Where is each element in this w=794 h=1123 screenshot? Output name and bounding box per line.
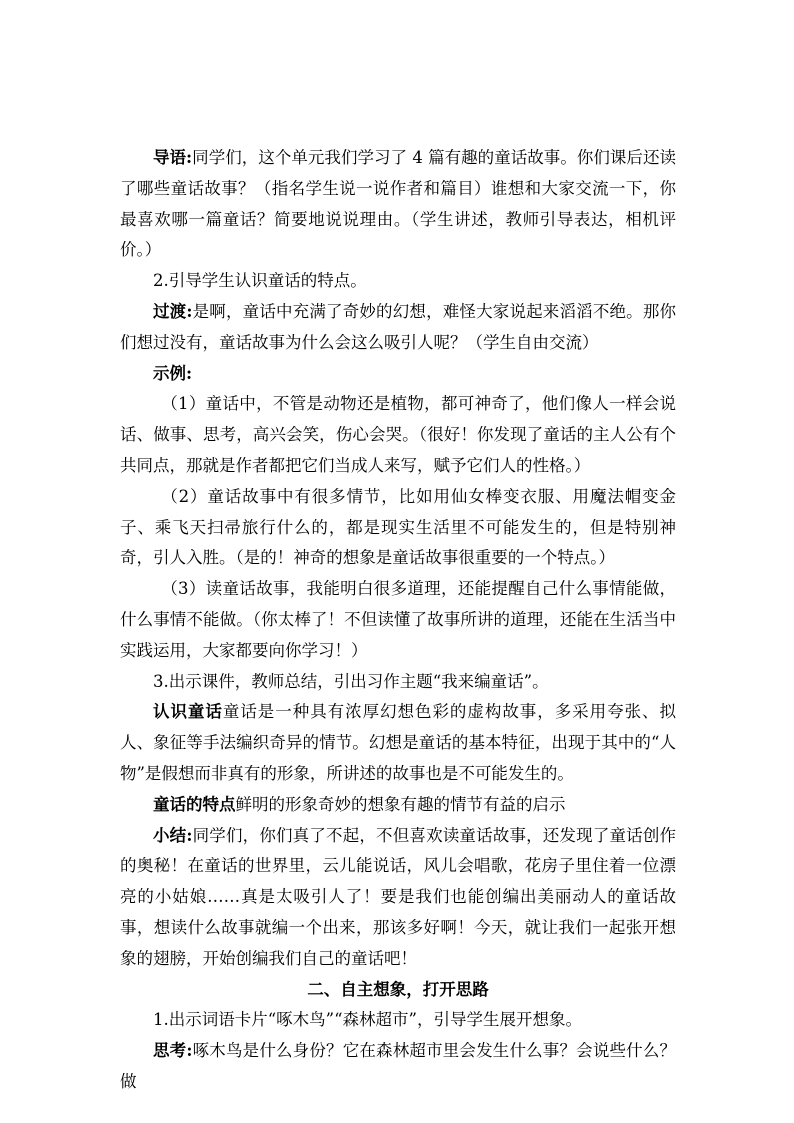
- thinking-paragraph: [120, 1036, 676, 1098]
- summary-label: 小结:: [153, 825, 193, 845]
- example-3-paragraph: （3）读童话故事，我能明白很多道理，还能提醒自己什么事情能做，什么事情不能做。（你太棒了！不但读懂了故事所讲的道理，还能在生活当中实践运用，大家都要向你学习！）: [120, 579, 676, 660]
- definition-paragraph: [120, 697, 676, 789]
- example-1-paragraph: （1）童话中，不管是动物还是植物，都可神奇了，他们像人一样会说话、做事、思考，高兴会笑，伤心会哭。（很好！你发现了童话的主人公有个共同点，那就是作者都把它们当成人来写，赋予它们人的性格。）: [120, 394, 676, 475]
- intro-text: 同学们，这个单元我们学习了 4 篇有趣的童话故事。你们课后还读了哪些童话故事？（指名学生说一说作者和篇目）谁想和大家交流一下，你最喜欢哪一篇童话？简要地说说理由。（学生讲述，教师引导表达，相机评价。）: [120, 148, 676, 260]
- transition-label: 过渡:: [153, 301, 193, 321]
- section-2-heading: 二、自主想象，打开思路: [307, 979, 489, 999]
- features-label: 童话的特点: [153, 794, 236, 814]
- example-2-paragraph: （2）童话故事中有很多情节，比如用仙女棒变衣服、用魔法帽变金子、乘飞天扫帚旅行什么的，都是现实生活里不可能发生的，但是特别神奇，引人入胜。（是的！神奇的想象是童话故事很重要的一个特点。）: [120, 486, 676, 568]
- step-3-paragraph: 3.出示课件，教师总结，引出习作主题“我来编童话”。: [153, 671, 549, 691]
- step-4-paragraph: 1.出示词语卡片“啄木鸟”“森林超市”，引导学生展开想象。: [153, 1010, 582, 1030]
- thinking-text: 啄木鸟是什么身份？它在森林超市里会发生什么事？会说些什么？做: [120, 1041, 677, 1091]
- transition-paragraph: [120, 297, 676, 359]
- summary-text: 同学们，你们真了不起，不但喜欢读童话故事，还发现了童话创作的奥秘！在童话的世界里，云儿能说话，风儿会唱歌，花房子里住着一位漂亮的小姑娘……真是太吸引人了！要是我们也能创编出美丽动人的童话故事，想读什么故事就编一个出来，那该多好啊！今天，就让我们一起张开想象的翅膀，开始创编我们自己的童话吧！: [120, 825, 677, 968]
- example-label: 示例:: [153, 363, 193, 383]
- summary-paragraph: [120, 821, 676, 975]
- document-page: [120, 143, 676, 1098]
- intro-paragraph: [120, 143, 676, 266]
- example-heading: [120, 359, 676, 390]
- step-2-paragraph: 2.引导学生认识童话的特点。: [153, 271, 367, 291]
- intro-label: 导语:: [153, 148, 193, 167]
- definition-label: 认识童话: [153, 702, 223, 722]
- features-text: 鲜明的形象奇妙的想象有趣的情节有益的启示: [235, 794, 566, 814]
- thinking-label: 思考:: [153, 1041, 193, 1061]
- features-paragraph: [120, 790, 676, 821]
- definition-text: 童话是一种具有浓厚幻想色彩的虚构故事，多采用夸张、拟人、象征等手法编织奇异的情节。幻想是童话的基本特征，出现于其中的“人物”是假想而非真有的形象，所讲述的故事也是不可能发生的。: [120, 702, 677, 783]
- transition-text: 是啊，童话中充满了奇妙的幻想，难怪大家说起来滔滔不绝。那你们想过没有，童话故事为什么会这么吸引人呢？（学生自由交流）: [120, 301, 677, 352]
